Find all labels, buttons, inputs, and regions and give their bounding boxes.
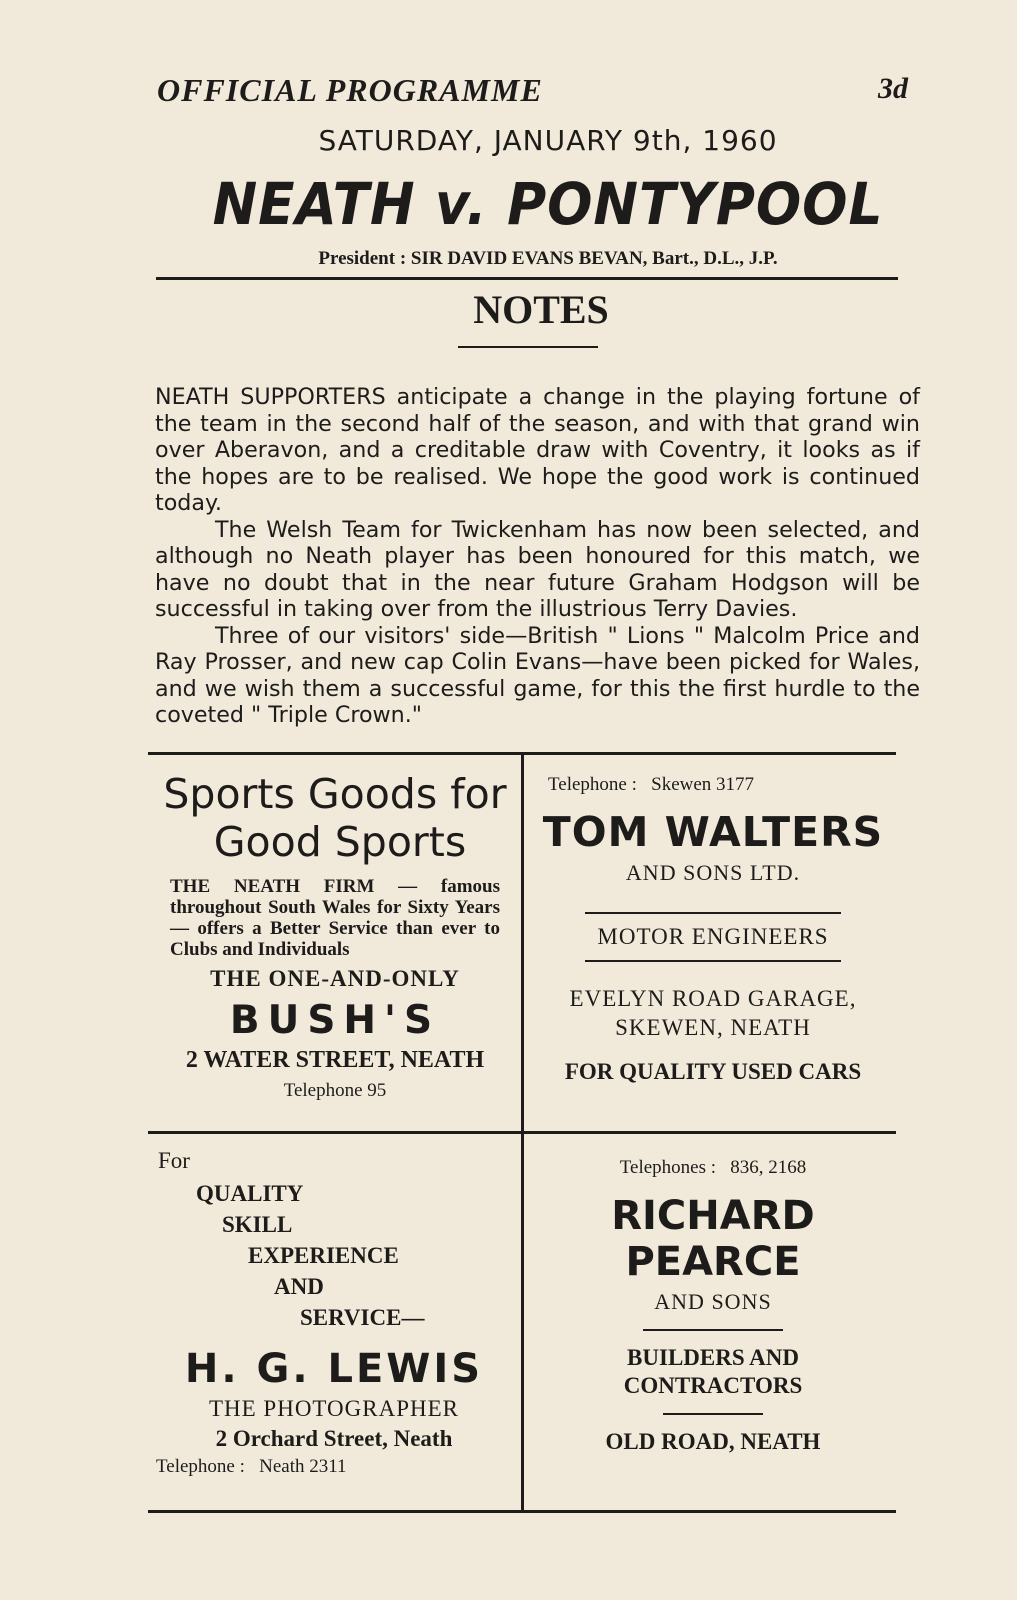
- ad-lewis-line: For: [158, 1148, 190, 1173]
- ad-tom-walters: [532, 774, 894, 1085]
- ads-column-divider: [521, 755, 524, 1510]
- ad-richard-pearce: [532, 1157, 894, 1455]
- ad-lewis-name: H. G. LEWIS: [184, 1346, 484, 1392]
- ad-pearce-name-2: PEARCE: [625, 1239, 801, 1285]
- ad-walters-rule-2: [585, 960, 841, 962]
- ad-bushs-headline: Sports Goods for: [163, 770, 507, 818]
- ad-walters-address-2: SKEWEN, NEATH: [615, 1015, 811, 1040]
- ad-lewis-line: AND: [274, 1274, 324, 1299]
- notes-paragraph: The Welsh Team for Twickenham has now been selected, and although no Neath player has been honoured for this match, we have no doubt that in the near future Graham Hodgson will be successful in taking over from the illustrious Terry Davies.: [155, 516, 920, 622]
- match-date: SATURDAY, JANUARY 9th, 1960: [318, 124, 778, 157]
- ad-bushs-address: 2 WATER STREET, NEATH: [185, 1047, 485, 1073]
- price-label: 3d: [878, 72, 908, 105]
- president-line: President : SIR DAVID EVANS BEVAN, Bart., D.L., J.P.: [318, 248, 778, 269]
- ad-lewis-line: QUALITY: [196, 1181, 304, 1206]
- ads-bottom-rule: [148, 1510, 896, 1513]
- ad-walters-rule: [585, 912, 841, 914]
- ad-lewis-trade: THE PHOTOGRAPHER: [208, 1396, 460, 1421]
- match-title: NEATH v. PONTYPOOL: [212, 170, 884, 238]
- ad-walters-slogan: FOR QUALITY USED CARS: [564, 1059, 862, 1084]
- header-rule: [156, 277, 898, 280]
- ad-bushs-body: THE NEATH FIRM — famous throughout South Wales for Sixty Years — offers a Better Service than ever to Clubs and Individuals: [170, 876, 500, 960]
- ad-walters-address-1: EVELYN ROAD GARAGE,: [569, 986, 857, 1011]
- notes-body: [155, 384, 920, 729]
- notes-underline: [458, 346, 598, 348]
- ad-pearce-phone: Telephones : 836, 2168: [619, 1157, 807, 1178]
- ad-bushs-headline-2: Good Sports: [213, 818, 467, 866]
- ad-walters-sub: AND SONS LTD.: [625, 860, 801, 885]
- ad-bushs-name: BUSH'S: [229, 998, 441, 1043]
- notes-paragraph: NEATH SUPPORTERS anticipate a change in the playing fortune of the team in the second half of the season, and with that grand win over Aberavon, and a creditable draw with Coventry, it looks as if the hopes are to be realised. We hope the good work is continued today.: [155, 384, 920, 516]
- ad-pearce-name-1: RICHARD: [611, 1193, 815, 1239]
- ad-pearce-trade-1: BUILDERS AND: [627, 1345, 799, 1370]
- programme-label: OFFICIAL PROGRAMME: [157, 72, 543, 108]
- ad-bushs: [150, 770, 520, 1102]
- ad-pearce-rule-2: [663, 1413, 763, 1415]
- ad-walters-phone: Telephone : Skewen 3177: [548, 774, 755, 795]
- ad-pearce-sub: AND SONS: [654, 1289, 772, 1314]
- ad-bushs-phone: Telephone 95: [283, 1080, 387, 1101]
- ad-lewis-phone: Telephone : Neath 2311: [156, 1456, 347, 1477]
- notes-paragraph: Three of our visitors' side—British " Lions " Malcolm Price and Ray Prosser, and new cap Colin Evans—have been picked for Wales, and we wish them a successful game, for this the first hurdle to the coveted " Triple Crown.": [155, 622, 920, 728]
- notes-title: NOTES: [473, 287, 609, 332]
- ad-lewis-line: SERVICE—: [300, 1305, 425, 1330]
- ad-pearce-rule: [643, 1329, 783, 1331]
- ad-lewis-line: SKILL: [222, 1212, 293, 1237]
- ad-pearce-address: OLD ROAD, NEATH: [605, 1429, 821, 1454]
- ad-pearce-trade-2: CONTRACTORS: [623, 1373, 803, 1398]
- ad-hg-lewis: [150, 1148, 518, 1478]
- ad-walters-name: TOM WALTERS: [542, 808, 884, 856]
- ad-lewis-line: EXPERIENCE: [248, 1243, 399, 1268]
- ad-lewis-address: 2 Orchard Street, Neath: [215, 1426, 453, 1451]
- ad-bushs-tagline: THE ONE-AND-ONLY: [210, 966, 460, 991]
- ad-walters-trade: MOTOR ENGINEERS: [597, 924, 829, 949]
